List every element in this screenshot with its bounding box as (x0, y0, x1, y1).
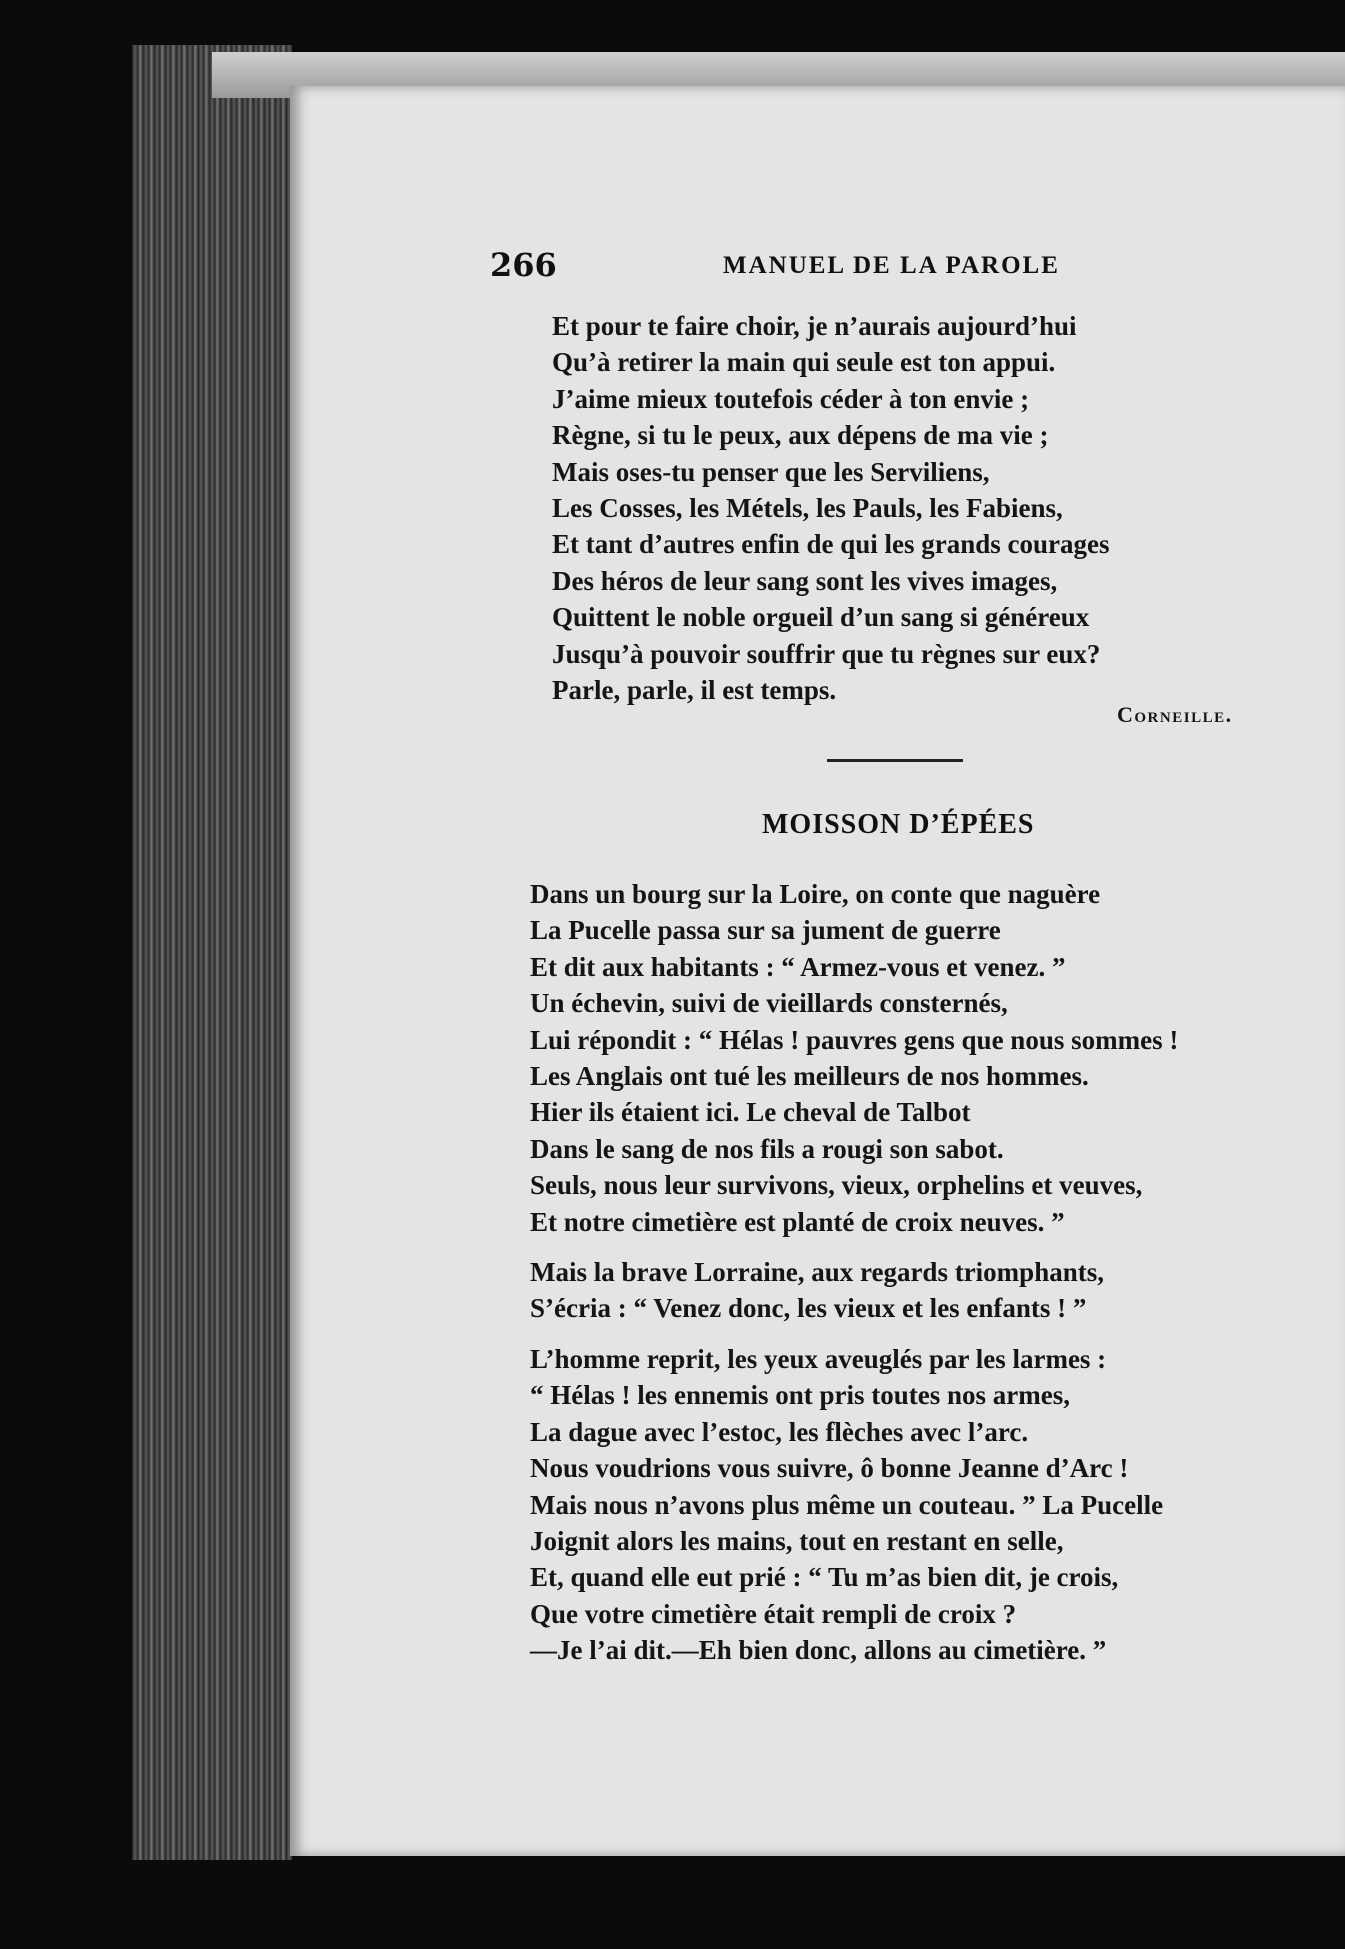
poem-line: L’homme reprit, les yeux aveuglés par les larmes : (530, 1343, 1107, 1374)
poem-line: Des héros de leur sang sont les vives images, (552, 565, 1058, 596)
poem-line: Seuls, nous leur survivons, vieux, orphelins et veuves, (530, 1170, 1143, 1201)
poem-line: Et, quand elle eut prié : “ Tu m’as bien dit, je crois, (530, 1562, 1119, 1593)
poem-line: S’écria : “ Venez donc, les vieux et les enfants ! ” (530, 1293, 1087, 1324)
poem-line: Qu’à retirer la main qui seule est ton appui. (552, 347, 1056, 378)
poem-line: Que votre cimetière était rempli de croix ? (530, 1598, 1017, 1629)
poem-line: La dague avec l’estoc, les flèches avec l’arc. (530, 1416, 1029, 1447)
stanza (530, 876, 1320, 1240)
poem-line: Quittent le noble orgueil d’un sang si généreux (552, 602, 1090, 633)
poem-line: “ Hélas ! les ennemis ont pris toutes nos armes, (530, 1380, 1070, 1411)
poem-line: Mais oses-tu penser que les Serviliens, (552, 456, 990, 487)
poem-line: Les Anglais ont tué les meilleurs de nos hommes. (530, 1061, 1089, 1092)
poem-line: Règne, si tu le peux, aux dépens de ma vie ; (552, 420, 1049, 451)
stanza (530, 1341, 1320, 1669)
poem-line: Les Cosses, les Métels, les Pauls, les Fabiens, (552, 493, 1063, 524)
running-title: MANUEL DE LA PAROLE (723, 252, 1060, 279)
poem-line: Dans le sang de nos fils a rougi son sabot. (530, 1133, 1004, 1164)
poem-moisson-depees (530, 876, 1320, 1683)
stanza (530, 1254, 1320, 1327)
poem-excerpt (552, 308, 1272, 708)
author-attribution: Corneille. (1117, 702, 1233, 727)
book-page-edges (132, 45, 292, 1860)
poem-line: Un échevin, suivi de vieillards consternés, (530, 988, 1008, 1019)
poem-line: Mais nous n’avons plus même un couteau. ” La Pucelle (530, 1489, 1164, 1520)
poem-line: Dans un bourg sur la Loire, on conte que naguère (530, 879, 1101, 909)
book-page (290, 86, 1345, 1856)
poem-line: Mais la brave Lorraine, aux regards triomphants, (530, 1257, 1104, 1288)
section-title: MOISSON D’ÉPÉES (762, 809, 1035, 840)
poem-line: J’aime mieux toutefois céder à ton envie ; (552, 383, 1030, 414)
poem-line: Et pour te faire choir, je n’aurais aujourd’hui (552, 311, 1077, 341)
poem-line: La Pucelle passa sur sa jument de guerre (530, 915, 1001, 946)
poem-line: Et tant d’autres enfin de qui les grands courages (552, 529, 1110, 560)
poem-line: Hier ils étaient ici. Le cheval de Talbot (530, 1097, 971, 1128)
poem-line: Et dit aux habitants : “ Armez-vous et venez. ” (530, 951, 1066, 982)
poem-line: Nous voudrions vous suivre, ô bonne Jeanne d’Arc ! (530, 1453, 1129, 1484)
page-number: 266 (490, 246, 557, 284)
section-divider (827, 759, 963, 762)
poem-line: Parle, parle, il est temps. (552, 675, 837, 706)
poem-line: Et notre cimetière est planté de croix neuves. ” (530, 1206, 1065, 1237)
poem-line: Jusqu’à pouvoir souffrir que tu règnes sur eux? (552, 638, 1101, 669)
poem-line: —Je l’ai dit.—Eh bien donc, allons au cimetière. ” (530, 1635, 1107, 1666)
poem-line: Lui répondit : “ Hélas ! pauvres gens que nous sommes ! (530, 1024, 1179, 1055)
page-header (490, 246, 1250, 296)
poem-line: Joignit alors les mains, tout en restant en selle, (530, 1525, 1064, 1556)
